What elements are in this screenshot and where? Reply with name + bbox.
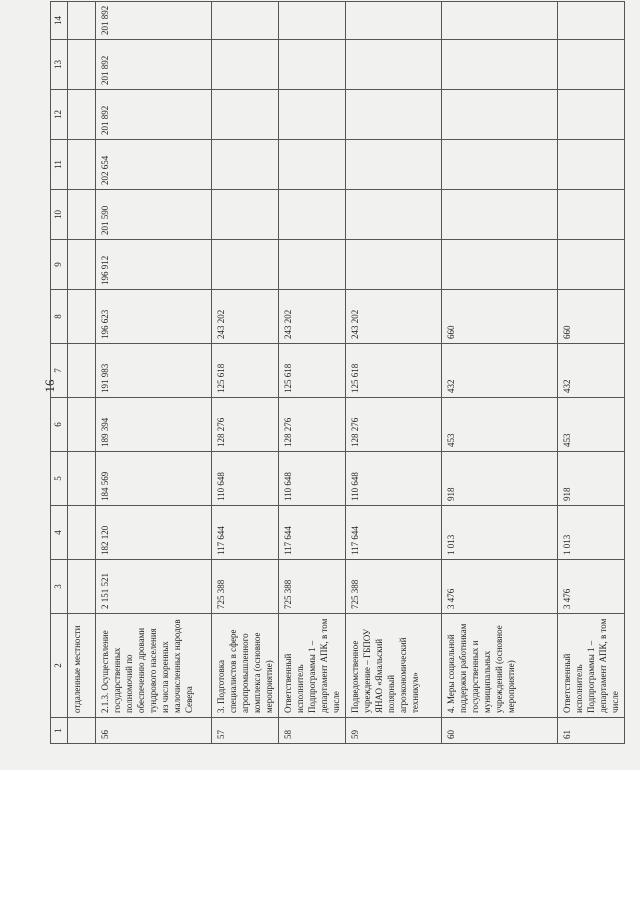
- value-cell: 117 644: [212, 506, 279, 560]
- header-cell: 2: [51, 614, 68, 718]
- value-cell: 201 892: [96, 40, 212, 90]
- description-cell: 3. Подготовка специалистов в сфере агропромышленного комплекса (основное мероприятие): [212, 614, 279, 718]
- value-cell: 125 618: [212, 344, 279, 398]
- value-cell: 243 202: [346, 290, 442, 344]
- rotated-table-wrapper: [50, 2, 620, 744]
- header-cell: 13: [51, 40, 68, 90]
- header-cell: 7: [51, 344, 68, 398]
- value-cell: [279, 90, 346, 140]
- value-cell: [68, 290, 96, 344]
- value-cell: [68, 40, 96, 90]
- table-row: [212, 2, 279, 744]
- value-cell: [558, 40, 625, 90]
- row-number-cell: 59: [346, 718, 442, 744]
- value-cell: [68, 140, 96, 190]
- table-row: [279, 2, 346, 744]
- header-cell: 14: [51, 2, 68, 40]
- value-cell: 125 618: [346, 344, 442, 398]
- value-cell: 243 202: [212, 290, 279, 344]
- value-cell: 110 648: [212, 452, 279, 506]
- value-cell: [442, 190, 558, 240]
- value-cell: 117 644: [346, 506, 442, 560]
- value-cell: 660: [558, 290, 625, 344]
- value-cell: 196 623: [96, 290, 212, 344]
- value-cell: [279, 140, 346, 190]
- header-cell: 1: [51, 718, 68, 744]
- value-cell: 196 912: [96, 240, 212, 290]
- value-cell: [279, 240, 346, 290]
- value-cell: [212, 2, 279, 40]
- value-cell: 243 202: [279, 290, 346, 344]
- table-row: [442, 2, 558, 744]
- row-number-cell: 57: [212, 718, 279, 744]
- value-cell: [442, 90, 558, 140]
- value-cell: 2 151 521: [96, 560, 212, 614]
- value-cell: 725 388: [279, 560, 346, 614]
- description-cell: Ответственный исполнитель Подпрограммы 1 – департамент АПК, в том числе: [279, 614, 346, 718]
- value-cell: [346, 90, 442, 140]
- value-cell: [346, 240, 442, 290]
- value-cell: [212, 190, 279, 240]
- value-cell: 201 892: [96, 2, 212, 40]
- value-cell: [68, 452, 96, 506]
- value-cell: [558, 240, 625, 290]
- value-cell: [68, 398, 96, 452]
- value-cell: 201 892: [96, 90, 212, 140]
- value-cell: 191 983: [96, 344, 212, 398]
- description-cell: 2.1.3. Осуществление государственных полномочий по обеспечению дровами тундрового населения из числа коренных малочисленных народов Севера: [96, 614, 212, 718]
- table-row: [96, 2, 212, 744]
- header-cell: 5: [51, 452, 68, 506]
- value-cell: [212, 140, 279, 190]
- value-cell: [279, 2, 346, 40]
- value-cell: [442, 40, 558, 90]
- value-cell: [68, 240, 96, 290]
- row-number-cell: [68, 718, 96, 744]
- value-cell: 110 648: [346, 452, 442, 506]
- value-cell: 918: [558, 452, 625, 506]
- value-cell: 125 618: [279, 344, 346, 398]
- value-cell: 110 648: [279, 452, 346, 506]
- table-body: [51, 2, 625, 744]
- value-cell: 725 388: [346, 560, 442, 614]
- value-cell: 182 120: [96, 506, 212, 560]
- description-cell: Подведомственное учреждение – ГБПОУ ЯНАО «Ямальский полярный агроэкономический техникум»: [346, 614, 442, 718]
- budget-table: [50, 1, 625, 744]
- table-row: [68, 2, 96, 744]
- table-row: [558, 2, 625, 744]
- value-cell: 453: [442, 398, 558, 452]
- value-cell: 117 644: [279, 506, 346, 560]
- value-cell: [346, 190, 442, 240]
- row-number-cell: 60: [442, 718, 558, 744]
- header-row: [51, 2, 68, 744]
- description-cell: отдаленные местности: [68, 614, 96, 718]
- value-cell: [212, 240, 279, 290]
- value-cell: [558, 190, 625, 240]
- value-cell: 660: [442, 290, 558, 344]
- row-number-cell: 61: [558, 718, 625, 744]
- row-number-cell: 58: [279, 718, 346, 744]
- header-cell: 8: [51, 290, 68, 344]
- header-cell: 6: [51, 398, 68, 452]
- value-cell: [279, 190, 346, 240]
- header-cell: 3: [51, 560, 68, 614]
- table-row: [346, 2, 442, 744]
- value-cell: 3 476: [558, 560, 625, 614]
- value-cell: 128 276: [212, 398, 279, 452]
- value-cell: 453: [558, 398, 625, 452]
- value-cell: [558, 2, 625, 40]
- value-cell: [346, 2, 442, 40]
- description-cell: Ответственный исполнитель Подпрограммы 1 – департамент АПК, в том числе: [558, 614, 625, 718]
- value-cell: 128 276: [346, 398, 442, 452]
- value-cell: [442, 240, 558, 290]
- header-cell: 12: [51, 90, 68, 140]
- value-cell: [68, 190, 96, 240]
- value-cell: [442, 140, 558, 190]
- value-cell: [212, 90, 279, 140]
- value-cell: 918: [442, 452, 558, 506]
- value-cell: [68, 90, 96, 140]
- value-cell: [558, 90, 625, 140]
- value-cell: 201 590: [96, 190, 212, 240]
- header-cell: 10: [51, 190, 68, 240]
- value-cell: 1 013: [442, 506, 558, 560]
- value-cell: [68, 344, 96, 398]
- value-cell: 184 569: [96, 452, 212, 506]
- value-cell: [279, 40, 346, 90]
- header-cell: 4: [51, 506, 68, 560]
- value-cell: [68, 560, 96, 614]
- value-cell: [212, 40, 279, 90]
- value-cell: [442, 2, 558, 40]
- value-cell: 1 013: [558, 506, 625, 560]
- value-cell: [558, 140, 625, 190]
- value-cell: 432: [558, 344, 625, 398]
- value-cell: 202 654: [96, 140, 212, 190]
- header-cell: 11: [51, 140, 68, 190]
- header-cell: 9: [51, 240, 68, 290]
- value-cell: [68, 2, 96, 40]
- value-cell: 189 394: [96, 398, 212, 452]
- value-cell: 432: [442, 344, 558, 398]
- value-cell: 725 388: [212, 560, 279, 614]
- value-cell: 3 476: [442, 560, 558, 614]
- row-number-cell: 56: [96, 718, 212, 744]
- value-cell: [68, 506, 96, 560]
- value-cell: 128 276: [279, 398, 346, 452]
- value-cell: [346, 40, 442, 90]
- value-cell: [346, 140, 442, 190]
- page-number: 16: [42, 379, 57, 393]
- description-cell: 4. Меры социальной поддержки работникам государственных и муниципальных учреждений (основное мероприятие): [442, 614, 558, 718]
